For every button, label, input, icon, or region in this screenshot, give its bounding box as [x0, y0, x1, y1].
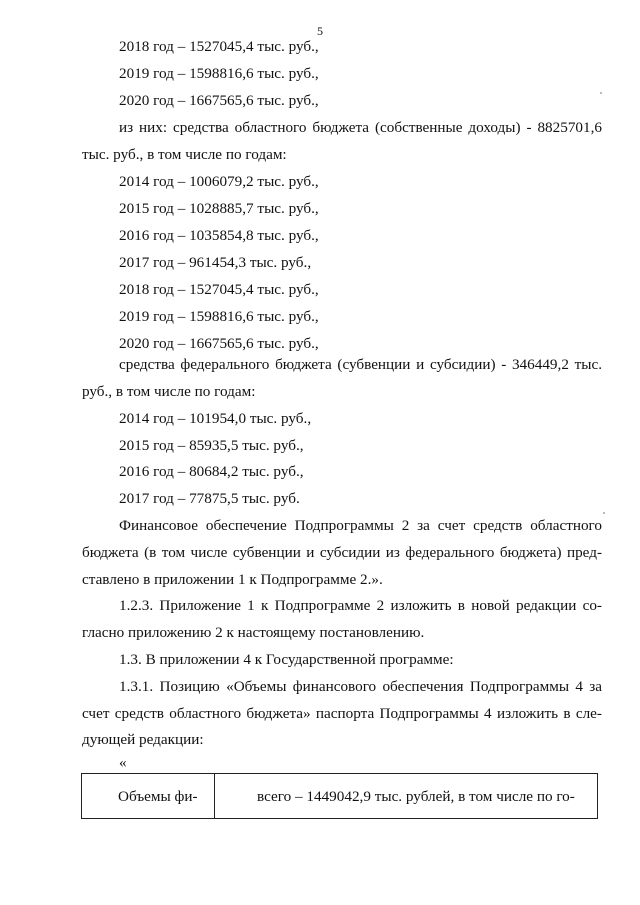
- funding-table: [81, 773, 598, 819]
- table-cell-label: Объемы фи-: [118, 788, 198, 805]
- text-line: 2016 год – 80684,2 тыс. руб.,: [119, 463, 304, 480]
- text-line: из них: средства областного бюджета (собственные доходы) - 8825701,6: [119, 119, 602, 136]
- text-line: 2019 год – 1598816,6 тыс. руб.,: [119, 308, 319, 325]
- table-cell-value: всего – 1449042,9 тыс. рублей, в том числе по го-: [257, 788, 575, 805]
- text-line: ставлено в приложении 1 к Подпрограмме 2.».: [82, 571, 383, 588]
- text-line: дующей редакции:: [82, 731, 204, 748]
- text-line: 2017 год – 77875,5 тыс. руб.: [119, 490, 300, 507]
- page-number: 5: [317, 24, 323, 38]
- text-line: 1.3. В приложении 4 к Государственной программе:: [119, 651, 454, 668]
- text-line: Финансовое обеспечение Подпрограммы 2 за счет средств областного: [119, 517, 602, 534]
- text-line: бюджета (в том числе субвенции и субсидии из федерального бюджета) пред-: [82, 544, 602, 561]
- text-line: 2018 год – 1527045,4 тыс. руб.,: [119, 38, 319, 55]
- text-line: средства федерального бюджета (субвенции и субсидии) - 346449,2 тыс.: [119, 356, 602, 373]
- text-line: руб., в том числе по годам:: [82, 383, 256, 400]
- text-line: счет средств областного бюджета» паспорта Подпрограммы 4 изложить в сле-: [82, 705, 602, 722]
- text-line: «: [119, 754, 127, 771]
- text-line: 2020 год – 1667565,6 тыс. руб.,: [119, 335, 319, 352]
- text-line: 2014 год – 101954,0 тыс. руб.,: [119, 410, 312, 427]
- text-line: гласно приложению 2 к настоящему постановлению.: [82, 624, 425, 641]
- text-line: 1.3.1. Позицию «Объемы финансового обеспечения Подпрограммы 4 за: [119, 678, 602, 695]
- text-line: 2014 год – 1006079,2 тыс. руб.,: [119, 173, 319, 190]
- scan-speck: [603, 512, 605, 514]
- text-line: 2018 год – 1527045,4 тыс. руб.,: [119, 281, 319, 298]
- scan-speck: [600, 92, 602, 94]
- text-line: 2015 год – 1028885,7 тыс. руб.,: [119, 200, 319, 217]
- text-line: тыс. руб., в том числе по годам:: [82, 146, 287, 163]
- text-line: 2020 год – 1667565,6 тыс. руб.,: [119, 92, 319, 109]
- text-line: 2015 год – 85935,5 тыс. руб.,: [119, 437, 304, 454]
- table-column-divider: [214, 774, 215, 818]
- text-line: 2016 год – 1035854,8 тыс. руб.,: [119, 227, 319, 244]
- text-line: 1.2.3. Приложение 1 к Подпрограмме 2 изложить в новой редакции со-: [119, 597, 602, 614]
- text-line: 2019 год – 1598816,6 тыс. руб.,: [119, 65, 319, 82]
- text-line: 2017 год – 961454,3 тыс. руб.,: [119, 254, 312, 271]
